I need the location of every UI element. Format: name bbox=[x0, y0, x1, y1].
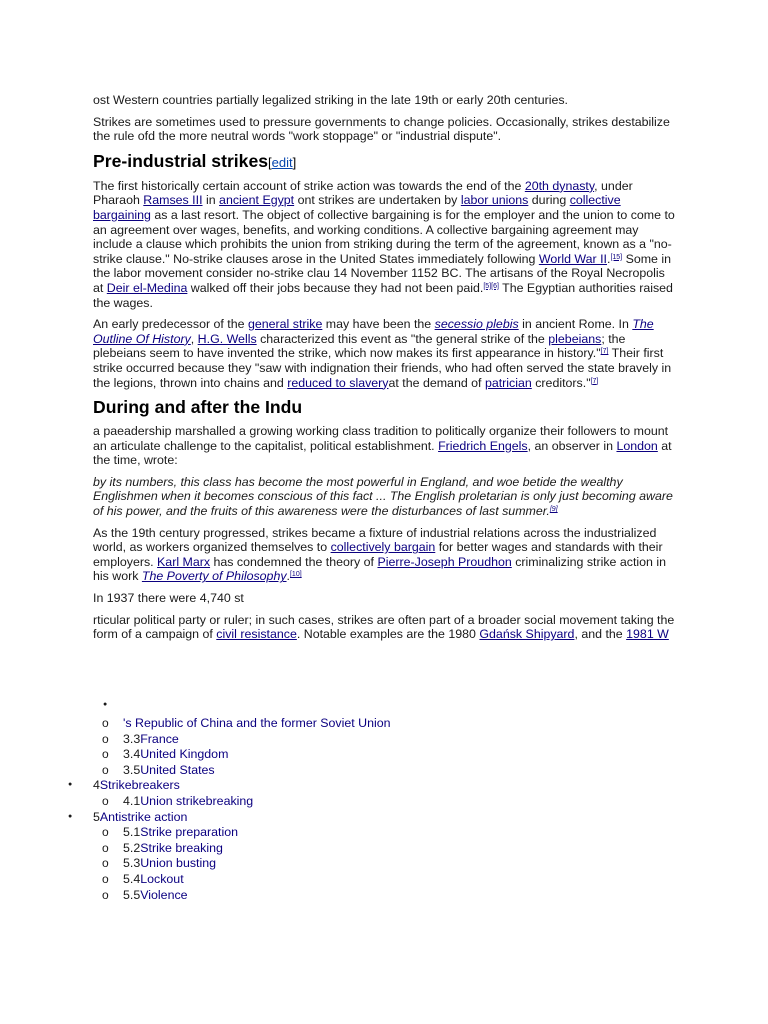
section-title: Pre-industrial strikes bbox=[93, 150, 269, 171]
link-world-war-ii[interactable]: World War II bbox=[538, 251, 607, 266]
toc-entry[interactable] bbox=[123, 794, 253, 808]
toc-number: 5.4 bbox=[123, 872, 141, 886]
toc-number: 3.3 bbox=[123, 731, 141, 746]
toc-label[interactable]: United Kingdom bbox=[140, 747, 229, 762]
text-run: Their first strike occurred because they "saw with indignation their friends, who had often served the state bravely in the legions, thrown into chains and bbox=[93, 346, 672, 390]
text-run: in ancient Rome. In bbox=[518, 317, 633, 332]
text-run: as a last resort. The object of collective bargaining is for the employer and the union to come to an agreement over wages, benefits, and working conditions. A collective bargaining agreement may include a clause which prohibits the union from striking during the term of the agreement, known as a "no-strike clause." No-strike clauses arose in the United States immediately following bbox=[93, 207, 675, 266]
toc-label[interactable]: Strike preparation bbox=[140, 825, 239, 840]
toc-label[interactable]: Union busting bbox=[140, 856, 217, 871]
bullet-open-icon: o bbox=[102, 872, 109, 886]
bullet-open-icon: o bbox=[102, 887, 109, 902]
toc-entry[interactable] bbox=[123, 888, 188, 902]
text-run: As the 19th century progressed, strikes became a fixture of industrial relations across the industrialized world, as workers organized themselves to bbox=[93, 525, 657, 555]
toc-entry[interactable] bbox=[123, 732, 179, 746]
link-secessio-plebis[interactable]: secessio plebis bbox=[434, 317, 519, 332]
text-run: has condemned the theory of bbox=[210, 554, 378, 569]
link-civil-resistance[interactable]: civil resistance bbox=[216, 627, 297, 642]
link-ancient-egypt[interactable]: ancient Egypt bbox=[219, 193, 295, 208]
text-run: may have been the bbox=[322, 317, 435, 332]
toc-number: 5 bbox=[93, 809, 100, 824]
link-karl-marx[interactable]: Karl Marx bbox=[157, 554, 211, 569]
text-run: a paeadership marshalled a growing working class tradition to politically organize their followers to mount an articulate challenge to the capitalist, political establishment. bbox=[93, 424, 669, 453]
toc-label[interactable]: Violence bbox=[140, 887, 188, 902]
during-paragraph-2 bbox=[93, 526, 678, 584]
bullet-open-icon: o bbox=[102, 716, 109, 730]
toc-label[interactable]: Lockout bbox=[140, 872, 184, 886]
section-heading-during-and-after: During and after the Indu bbox=[93, 397, 303, 418]
link-collective-bargaining[interactable]: collective bargaining bbox=[93, 193, 621, 222]
intro-paragraph-2: Strikes are sometimes used to pressure governments to change policies. Occasionally, strikes destabilize the rule ofd the more neutral words "work stoppage" or "industrial dispute". bbox=[93, 114, 670, 144]
link-ramses-iii[interactable]: Ramses III bbox=[143, 193, 203, 208]
toc-label[interactable]: Union strikebreaking bbox=[140, 794, 254, 808]
link-pierre-joseph-proudhon[interactable]: Pierre-Joseph Proudhon bbox=[377, 554, 512, 569]
toc-label[interactable]: France bbox=[140, 731, 179, 746]
text-run: rticular political party or ruler; in such cases, strikes are often part of a broader social movement taking the form of a campaign of bbox=[93, 612, 675, 642]
text-run: in bbox=[202, 193, 220, 208]
during-paragraph-3: In 1937 there were 4,740 st bbox=[93, 591, 244, 606]
link-labor-unions[interactable]: labor unions bbox=[460, 193, 529, 208]
toc-number: 5.5 bbox=[123, 887, 141, 902]
engels-quote bbox=[93, 475, 678, 519]
toc-label[interactable]: Antistrike action bbox=[99, 809, 188, 824]
toc-number: 3.5 bbox=[123, 762, 141, 777]
toc-label[interactable]: Strike breaking bbox=[140, 840, 223, 855]
text-run: walked off their jobs because they had not been paid. bbox=[187, 280, 484, 295]
text-run: The Egyptian authorities raised the wages. bbox=[93, 280, 673, 310]
during-paragraph-4 bbox=[93, 613, 678, 642]
text-run: . bbox=[607, 251, 611, 266]
toc-entry[interactable] bbox=[123, 763, 215, 777]
during-paragraph-1 bbox=[93, 424, 678, 468]
toc-entry[interactable] bbox=[93, 810, 187, 824]
toc-entry[interactable] bbox=[123, 716, 391, 730]
link-deir-el-medina[interactable]: Deir el-Medina bbox=[106, 280, 188, 295]
text-run: for better wages and standards with their employers. bbox=[93, 540, 663, 569]
link-plebeians[interactable]: plebeians bbox=[548, 331, 602, 346]
text-run: Some in the labor movement consider no-strike clau 14 November 1152 BC. The artisans of the Royal Necropolis at bbox=[93, 251, 672, 295]
bullet-solid-icon: ● bbox=[68, 781, 73, 789]
reference-link[interactable]: [5][6] bbox=[483, 282, 499, 290]
bullet-open-icon: o bbox=[102, 731, 109, 746]
text-run: , under Pharaoh bbox=[93, 178, 633, 208]
text-run: . bbox=[286, 569, 290, 584]
text-run: , and the bbox=[574, 627, 627, 642]
toc-entry[interactable] bbox=[123, 825, 238, 839]
text-run: ; the plebeians seem to have invented the strike, which now makes its first appearance in history." bbox=[93, 331, 626, 361]
toc-number: 4.1 bbox=[123, 794, 141, 808]
link-friedrich-engels[interactable]: Friedrich Engels bbox=[438, 438, 528, 453]
link-poverty-of-philosophy[interactable]: The Poverty of Philosophy bbox=[141, 569, 287, 584]
pre-industrial-paragraph-2 bbox=[93, 317, 678, 390]
bullet-open-icon: o bbox=[102, 825, 109, 840]
toc-label[interactable]: United States bbox=[140, 762, 215, 777]
quote-text: by its numbers, this class has become the most powerful in England, and woe betide the wealthy Englishmen when it becomes conscious of this fact ... The English proletarian is only just becoming aware of his power, and the fruits of this awareness were the disturbances of last summer. bbox=[93, 474, 673, 519]
text-run: . Notable examples are the 1980 bbox=[296, 627, 480, 642]
toc-number: 4 bbox=[93, 778, 100, 793]
toc-number: 5.2 bbox=[123, 840, 141, 855]
text-run: during bbox=[528, 193, 570, 208]
bullet-open-icon: o bbox=[102, 794, 109, 808]
text-run: , an observer in bbox=[527, 438, 617, 453]
reference-link[interactable]: [10] bbox=[289, 571, 302, 579]
reference-link[interactable]: [7] bbox=[600, 348, 609, 356]
text-run: creditors." bbox=[531, 375, 591, 390]
toc-entry[interactable] bbox=[123, 747, 228, 761]
link-gdansk-shipyard[interactable]: Gdańsk Shipyard bbox=[479, 627, 575, 642]
toc-entry[interactable] bbox=[123, 841, 223, 855]
toc-entry[interactable] bbox=[123, 872, 184, 886]
bullet-solid-icon: ● bbox=[103, 701, 108, 708]
reference-link[interactable]: [7] bbox=[590, 377, 599, 385]
text-run: characterized this event as "the general strike of the bbox=[256, 331, 549, 346]
link-london[interactable]: London bbox=[616, 438, 658, 453]
link-1981-w[interactable]: 1981 W bbox=[626, 627, 669, 642]
article-body bbox=[93, 93, 678, 649]
link-collectively-bargain[interactable]: collectively bargain bbox=[330, 540, 436, 555]
text-run: , bbox=[190, 331, 198, 346]
toc-number: 5.3 bbox=[123, 856, 141, 871]
text-run: The first historically certain account of strike action was towards the end of the bbox=[93, 178, 525, 193]
toc-entry[interactable] bbox=[93, 778, 180, 792]
text-run: at the time, wrote: bbox=[93, 438, 672, 468]
toc-number: 5.1 bbox=[123, 825, 141, 840]
pre-industrial-paragraph-1 bbox=[93, 179, 678, 310]
toc-label[interactable]: Strikebreakers bbox=[99, 778, 180, 793]
intro-paragraph-1: ost Western countries partially legalized striking in the late 19th or early 20th centuries. bbox=[93, 93, 568, 107]
edit-link-wrapper bbox=[268, 155, 296, 170]
section-heading-pre-industrial bbox=[93, 151, 678, 173]
link-outline-of-history[interactable]: The Outline Of History bbox=[93, 317, 654, 346]
text-run: at the demand of bbox=[388, 375, 485, 390]
edit-bracket-close: ] bbox=[292, 154, 297, 170]
link-reduced-to-slavery[interactable]: reduced to slavery bbox=[287, 375, 389, 390]
toc-number: 3.4 bbox=[123, 747, 141, 762]
link-patrician[interactable]: patrician bbox=[484, 375, 532, 390]
text-run: An early predecessor of the bbox=[93, 317, 248, 332]
edit-link[interactable]: edit bbox=[271, 154, 293, 170]
reference-link[interactable]: [15] bbox=[610, 253, 623, 261]
bullet-open-icon: o bbox=[102, 762, 109, 777]
edit-bracket-open: [ bbox=[268, 154, 272, 170]
link-hg-wells[interactable]: H.G. Wells bbox=[197, 331, 257, 346]
text-run: ont strikes are undertaken by bbox=[294, 193, 461, 208]
bullet-open-icon: o bbox=[102, 747, 109, 762]
toc-entry[interactable] bbox=[123, 856, 216, 870]
link-general-strike[interactable]: general strike bbox=[247, 317, 323, 332]
bullet-open-icon: o bbox=[102, 840, 109, 855]
bullet-solid-icon: ● bbox=[68, 812, 73, 820]
link-20th-dynasty[interactable]: 20th dynasty bbox=[524, 178, 595, 193]
text-run: criminalizing strike action in his work bbox=[93, 554, 667, 584]
reference-link[interactable]: [9] bbox=[549, 506, 558, 514]
toc-label[interactable]: 's Republic of China and the former Soviet Union bbox=[123, 716, 391, 730]
bullet-open-icon: o bbox=[102, 856, 109, 871]
